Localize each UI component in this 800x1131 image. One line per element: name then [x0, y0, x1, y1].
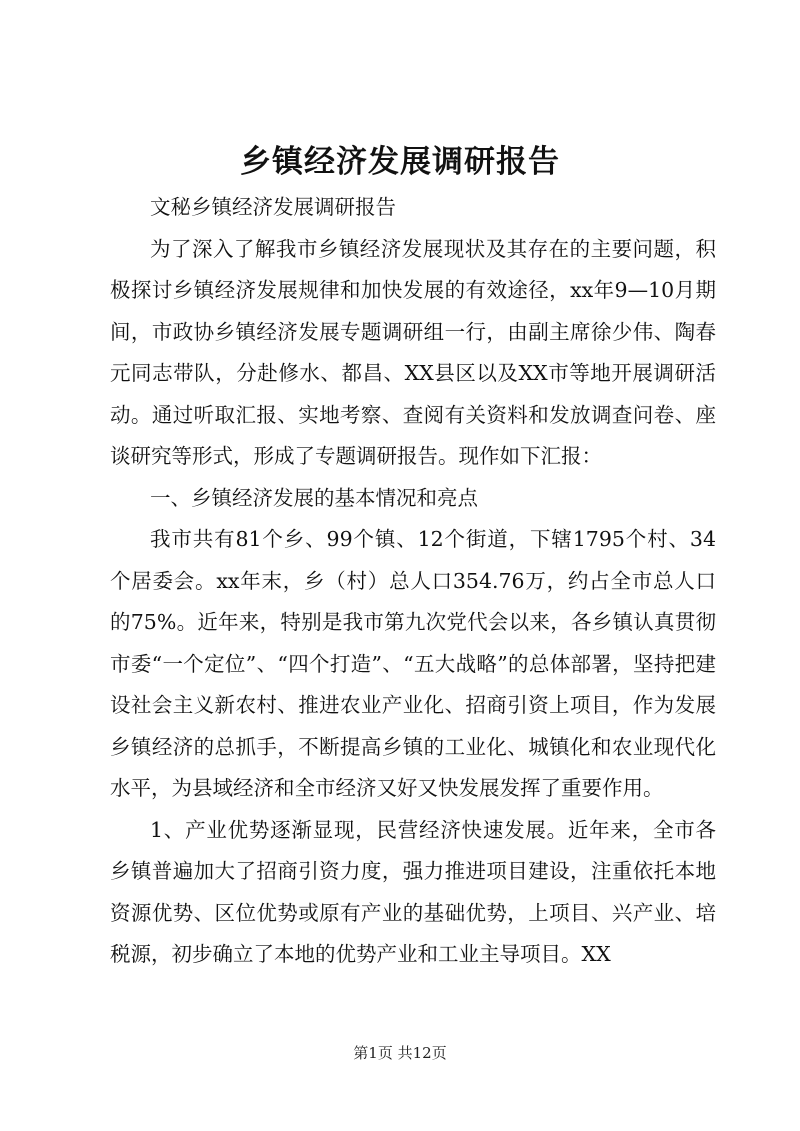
page-footer: 第1页 共12页 [353, 1044, 447, 1062]
paragraph-intro: 为了深入了解我市乡镇经济发展现状及其存在的主要问题，积极探讨乡镇经济发展规律和加快发展的有效途径，xx年9—10月期间，市政协乡镇经济发展专题调研组一行，由副主席徐少伟、陶春元同志带队，分赴修水、都昌、XX县区以及XX市等地开展调研活动。通过听取汇报、实地考察、查阅有关资料和发放调查问卷、座谈研究等形式，形成了专题调研报告。现作如下汇报： [110, 236, 716, 468]
paragraph-subtitle: 文秘乡镇经济发展调研报告 [150, 195, 396, 219]
document-title: 乡镇经济发展调研报告 [240, 144, 560, 180]
document-body [110, 187, 716, 976]
paragraph-overview: 我市共有81个乡、99个镇、12个街道，下辖1795个村、34个居委会。xx年末，乡（村）总人口354.76万，约占全市总人口的75%。近年来，特别是我市第九次党代会以来，各乡镇认真贯彻市委“一个定位”、“四个打造”、“五大战略”的总体部署，坚持把建设社会主义新农村、推进农业产业化、招商引资上项目，作为发展乡镇经济的总抓手，不断提高乡镇的工业化、城镇化和农业现代化水平，为县域经济和全市经济又好又快发展发挥了重要作用。 [110, 527, 716, 800]
section-heading: 一、乡镇经济发展的基本情况和亮点 [150, 485, 478, 510]
paragraph-industry: 1、产业优势逐渐显现，民营经济快速发展。近年来，全市各乡镇普遍加大了招商引资力度，强力推进项目建设，注重依托本地资源优势、区位优势或原有产业的基础优势，上项目、兴产业、培税源，初步确立了本地的优势产业和工业主导项目。XX [110, 817, 716, 966]
